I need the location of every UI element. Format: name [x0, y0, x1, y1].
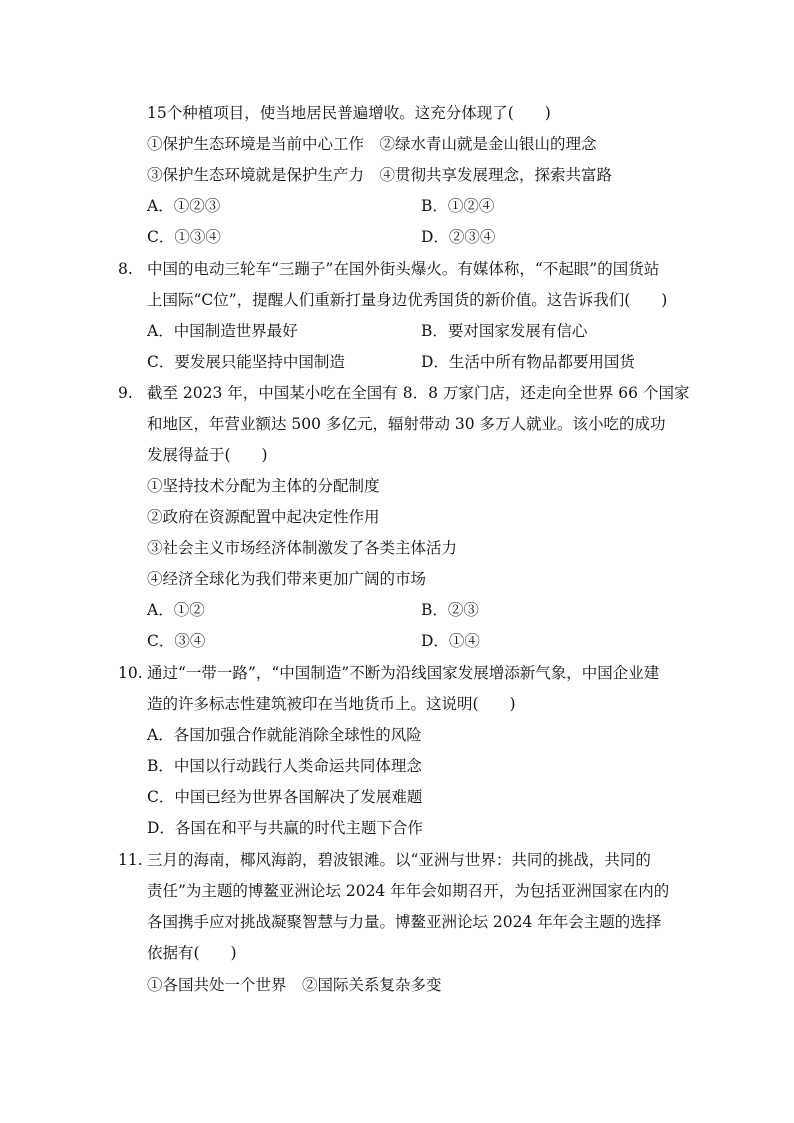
q7-option-d: D．②③④	[421, 228, 496, 246]
q7-statements-line-1: ①保护生态环境是当前中心工作 ②绿水青山就是金山银山的理念	[147, 135, 597, 153]
q11-stem-line-3: 各国携手应对挑战凝聚智慧与力量。博鳌亚洲论坛 2024 年年会主题的选择	[147, 913, 662, 931]
q8-number: 8.	[118, 260, 133, 278]
q8-option-a: A．中国制造世界最好	[147, 322, 298, 340]
q8-option-d: D．生活中所有物品都要用国货	[421, 353, 635, 371]
q11-stem-line-1: 三月的海南，椰风海韵，碧波银滩。以“亚洲与世界：共同的挑战，共同的	[147, 851, 651, 869]
q11-statements-line-1: ①各国共处一个世界 ②国际关系复杂多变	[147, 976, 442, 994]
q9-option-d: D．①④	[421, 632, 480, 650]
q11-stem-line-2: 责任”为主题的博鳌亚洲论坛 2024 年年会如期召开，为包括亚洲国家在内的	[147, 882, 670, 900]
q9-statement-1: ①坚持技术分配为主体的分配制度	[147, 477, 380, 495]
q10-option-c: C．中国已经为世界各国解决了发展难题	[147, 788, 423, 806]
q9-statement-3: ③社会主义市场经济体制激发了各类主体活力	[147, 539, 458, 557]
q9-option-a: A．①②	[147, 601, 205, 619]
q7-option-a: A．①②③	[147, 197, 221, 215]
q8-stem-line-2: 上国际“C位”，提醒人们重新打量身边优秀国货的新价值。这告诉我们( )	[147, 291, 668, 309]
q9-stem-line-1: 截至 2023 年，中国某小吃在全国有 8．8 万家门店，还走向全世界 66 个国家	[147, 384, 690, 402]
q10-option-d: D．各国在和平与共赢的时代主题下合作	[147, 819, 423, 837]
q9-option-c: C．③④	[147, 632, 206, 650]
q8-stem-line-1: 中国的电动三轮车“三蹦子”在国外街头爆火。有媒体称，“不起眼”的国货站	[147, 260, 660, 278]
q10-stem-line-2: 造的许多标志性建筑被印在当地货币上。这说明( )	[147, 695, 516, 713]
q9-stem-line-3: 发展得益于( )	[147, 446, 268, 464]
q8-option-c: C．要发展只能坚持中国制造	[147, 353, 345, 371]
q7-statements-line-2: ③保护生态环境就是保护生产力 ④贯彻共享发展理念，探索共富路	[147, 166, 613, 184]
q9-number: 9.	[118, 384, 133, 402]
q9-option-b: B．②③	[421, 601, 479, 619]
q10-number: 10.	[118, 664, 143, 682]
q11-number: 11.	[118, 851, 143, 869]
q8-option-b: B．要对国家发展有信心	[421, 322, 588, 340]
q9-statement-2: ②政府在资源配置中起决定性作用	[147, 508, 380, 526]
q7-option-c: C．①③④	[147, 228, 221, 246]
q7-stem-line: 15个种植项目，使当地居民普遍增收。这充分体现了( )	[147, 104, 551, 122]
q10-stem-line-1: 通过“一带一路”，“中国制造”不断为沿线国家发展增添新气象，中国企业建	[147, 664, 660, 682]
q7-option-b: B．①②④	[421, 197, 495, 215]
q9-stem-line-2: 和地区，年营业额达 500 多亿元，辐射带动 30 多万人就业。该小吃的成功	[147, 415, 666, 433]
q10-option-a: A．各国加强合作就能消除全球性的风险	[147, 726, 422, 744]
q11-stem-line-4: 依据有( )	[147, 944, 237, 962]
q10-option-b: B．中国以行动践行人类命运共同体理念	[147, 757, 422, 775]
q9-statement-4: ④经济全球化为我们带来更加广阔的市场	[147, 570, 427, 588]
